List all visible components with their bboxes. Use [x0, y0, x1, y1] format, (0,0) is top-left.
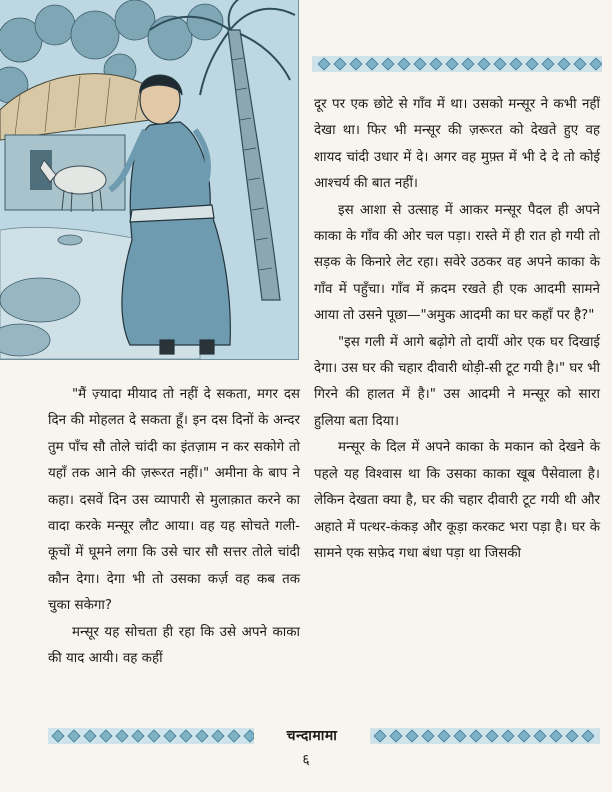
paragraph: इस आशा से उत्साह में आकर मन्सूर पैदल ही अपने काका के गाँव की ओर चल पड़ा। रास्ते में ही रात हो गयी तो सड़क के किनारे लेट रहा। सवेरे उठकर वह अपने काका के गाँव में पहुँचा। गाँव में क़दम रखते ही एक आदमी सामने आया तो उसने पूछा—"अमुक आदमी का घर कहाँ पर है?"	[314, 202, 600, 324]
bottom-left-ornament-border	[48, 728, 254, 744]
right-text-column	[314, 92, 600, 567]
bottom-right-ornament-border	[370, 728, 600, 744]
top-ornament-border	[312, 56, 602, 72]
page-number: ६	[302, 752, 310, 768]
magazine-title: चन्दामामा	[286, 728, 338, 744]
paragraph: "मैं ज़्यादा मीयाद तो नहीं दे सकता, मगर दस दिन की मोहलत दे सकता हूँ। इन दस दिनों के अन्दर तुम पाँच सौ तोले चांदी का इंतज़ाम न कर सकोगे तो यहाँ तक आने की ज़रूरत नहीं।" अमीना के बाप ने कहा। दसवें दिन उस व्यापारी से मुलाक़ात करने का वादा करके मन्सूर लौट आया। वह यह सोचते गली-कूचों में घूमने लगा कि उसे चार सौ सत्तर तोले चांदी कौन देगा। देगा भी तो उसका कर्ज़ वह कब तक चुका सकेगा?	[48, 387, 300, 614]
left-text-column	[48, 382, 300, 672]
illustration-drawing	[0, 0, 298, 359]
story-illustration	[0, 0, 299, 360]
paragraph: दूर पर एक छोटे से गाँव में था। उसको मन्सूर ने कभी नहीं देखा था। फिर भी मन्सूर की ज़रूरत को देखते हुए वह शायद चांदी उधार में दे। अगर वह मुफ़्त में भी दे दे तो कोई आश्चर्य की बात नहीं।	[314, 97, 600, 192]
paragraph: मन्सूर के दिल में अपने काका के मकान को देखने के पहले यह विश्वास था कि उसका काका खूब पैसेवाला है। लेकिन देखता क्या है, घर की चहार दीवारी टूट गयी थी और अहाते में पत्थर-कंकड़ और कूड़ा करकट भरा पड़ा है। घर के सामने एक सफ़ेद गधा बंधा पड़ा था जिसकी	[314, 440, 600, 561]
paragraph: मन्सूर यह सोचता ही रहा कि उसे अपने काका की याद आयी। वह कहीं	[48, 624, 300, 667]
paragraph: "इस गली में आगे बढ़ोगे तो दायीं ओर एक घर दिखाई देगा। उस घर की चहार दीवारी थोड़ी-सी टूट गयी है।" घर भी गिरने की हालत में है।" उस आदमी ने मन्सूर को सारा हुलिया बता दिया।	[314, 334, 600, 429]
